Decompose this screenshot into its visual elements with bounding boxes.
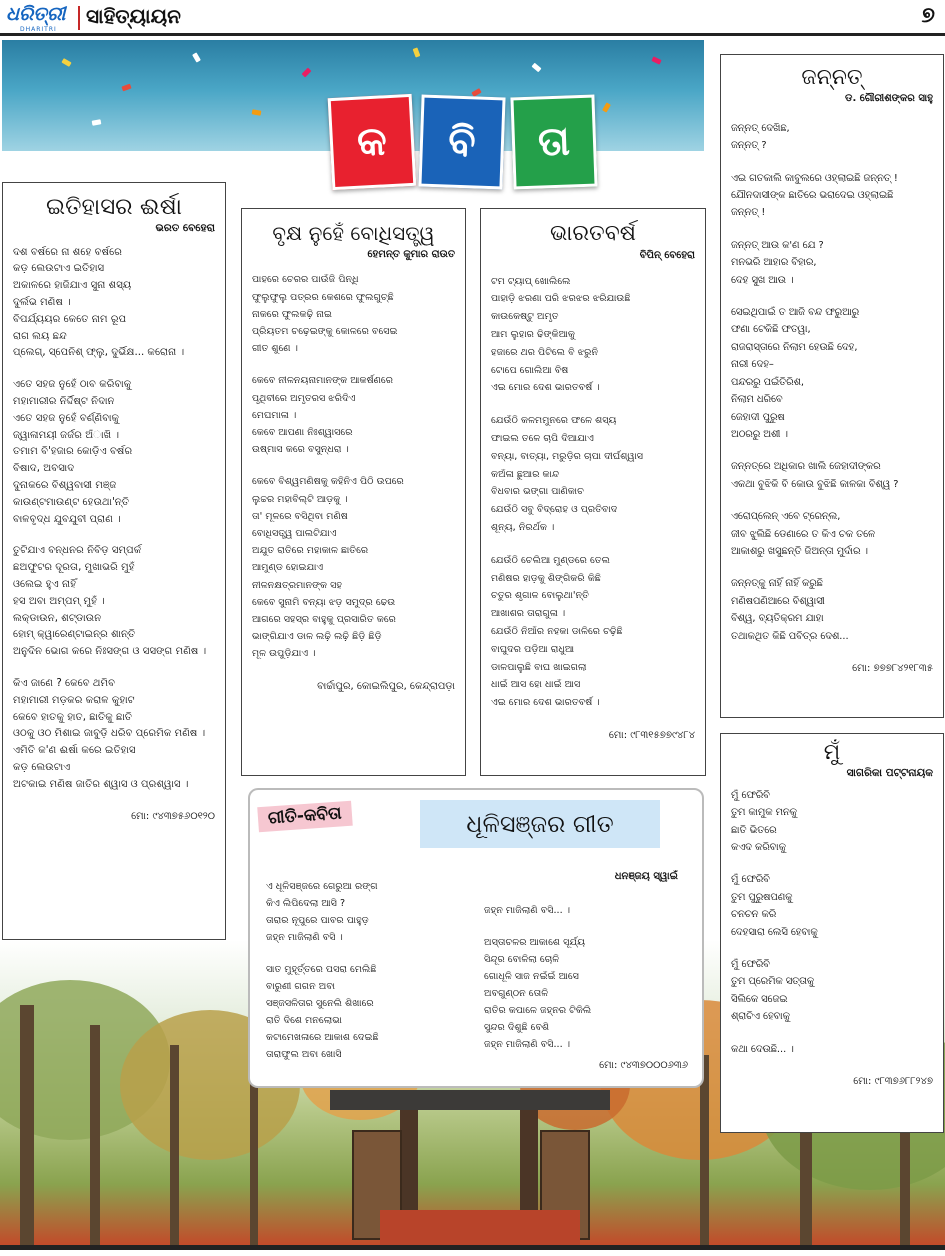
poem-line: କଡ଼ ଲେଉଟାଏ ଇତିହାସ <box>13 263 105 275</box>
poem-line: ସେଇଥିପାଇଁ ତ ଆଜି ବନ୍ଦ ଫରୁଆରୁ <box>731 307 859 319</box>
poem-line: ବାଳବୃଦ୍ଧ ଯୁବଯୁବୀ ପ୍ରାଣ । <box>13 513 121 525</box>
poem-title: ଧୂଳିସଞ୍ଜର ଗୀତ <box>420 800 660 848</box>
poem-line: ଓଲେଇ ହୁଏ ନାହିଁ <box>13 578 77 590</box>
poem-line: କେବେ ଆପଣା ନିଃଶ୍ୱାସରେ <box>252 427 353 439</box>
poem-line: କେବେ ହାତକୁ ହାତ, ଛାତିକୁ ଛାତି <box>13 711 133 723</box>
poem-line: ମୁଁ ଫେରିବି <box>731 959 770 971</box>
poem-line: ନୀଳନକ୍ଷତ୍ରମାନଙ୍କ ସହ <box>252 579 343 591</box>
poem-line: ପାହାଡ଼ି ଝରଣା ପରି ଝରଝର ଝରିଯାଉଛି <box>491 293 631 305</box>
poem-line: ଏଇ ଗତକାଲି କାବୁଲରେ ଓହ୍ଲାଇଛି ଜନ୍ନତ୍ ! <box>731 172 898 184</box>
poem-line: ମହାମାରୀର ନିର୍ଦ୍ଦିଷ୍ଟ ନିଦାନ <box>13 395 115 407</box>
poem-line: ତା' ମୂଳରେ ବସିଥିବା ମଣିଷ <box>252 510 348 522</box>
stanza <box>484 934 694 1053</box>
poem-line: ଏ ଧୂଳିସଞ୍ଜରେ ଗେରୁଆ ରଙ୍ଗ <box>266 881 378 892</box>
letter-ta: ତା <box>510 95 597 190</box>
poem-brukhya-nuhen-bodhisattwa <box>241 208 466 776</box>
poem-line: କଟାମେଖଳାରେ ଆକାଶ ଦେଇଛି <box>266 1032 379 1043</box>
letter-bi: ବି <box>418 95 505 190</box>
poem-line: ଜନ୍ନତ୍ ! <box>731 207 766 219</box>
poem-line: କେବେ ସୁନାମି ବନ୍ୟା ଝଡ଼ ସମୁଦ୍ର ଢେଉ <box>252 596 396 608</box>
poem-line: ଏକଥା ବୁଝିକି ବି କୋଉ ବୁଝିଛି କାଳକା ବିଶ୍ୱ ? <box>731 478 899 490</box>
poem-line: ଏତେ ସହଜ ନୁହେଁ ଠାବ କରିବାକୁ <box>13 379 132 391</box>
poem-line: କେବେ ନୀଳନୟନାମାନଙ୍କ ଆକର୍ଷଣରେ <box>252 375 394 387</box>
poem-line: ସୁନ୍ଦର ଦିଶୁଛି ବେଶି <box>484 1022 550 1033</box>
poem-line: ବିଷାଦ, ଅବସାଦ <box>13 463 75 475</box>
stanza <box>252 473 455 662</box>
poem-line: ନାକରେ ଫୁଲକଢ଼ି ନାଇ <box>252 308 332 320</box>
poem-line: ଜନ୍ନତ୍ ? <box>731 140 767 152</box>
poem-contact: ମୋ: ୯୪୩୭୫୬୦୧୨୦ <box>131 810 215 822</box>
poem-line: ବିଧବାର ଭଙ୍ଗା ପାଣିକାଚ <box>491 486 584 498</box>
poem-line: ତୁଟିଯାଏ ବନ୍ଧନର ନିବିଡ଼ ସମ୍ପର୍କ <box>13 545 142 557</box>
masthead-divider <box>78 6 80 30</box>
poem-author: ସାଗରିକା ପଟ୍ଟନାୟକ <box>846 767 933 780</box>
stanza <box>731 458 933 493</box>
poem-line: ଅଟକାଇ ମଣିଷ ଜାତିର ଶ୍ୱାସ ଓ ପ୍ରଶ୍ୱାସ । <box>13 778 189 790</box>
poem-line: ଆମୁଣ୍ଡ ହୋଇଯାଏ <box>252 562 324 574</box>
poem-line: ଅବଗୁଣ୍ଠନ ତୋଳି <box>484 988 549 999</box>
poem-line: ଅନୁଦିନ ଭୋଗ କରେ ନିଃସଙ୍ଗ ଓ ସସଙ୍ଗ ମଣିଷ । <box>13 646 207 658</box>
poem-author: ଭରତ ବେହେରା <box>155 221 215 234</box>
poem-line: ଅଯୁତ ରାତିରେ ମହାକାଳ ଛାତିରେ <box>252 545 369 557</box>
poem-line: ରାଜରାସ୍ତାରେ ନିଲାମ ହେଉଛି ଦେହ, <box>731 341 858 353</box>
poem-title: ବୃକ୍ଷ ନୁହେଁ ବୋଧିସତ୍ତ୍ୱ <box>272 221 435 245</box>
poem-line: ଦୁର୍ଲଭ ମଣିଷ । <box>13 296 71 308</box>
poem-title: ଇତିହାସର ଈର୍ଷା <box>46 194 182 220</box>
poem-line: ନାରୀ ଦେହ– <box>731 359 774 371</box>
poem-line: ଆଖାଶର ତାରାଗୁଳା । <box>491 608 566 620</box>
poem-body <box>491 273 695 712</box>
poem-line: ଲକ୍‌ଡାଉନ, ଶଟ୍‌ଡାଉନ <box>13 612 102 624</box>
stanza <box>731 508 933 560</box>
poem-line: ଜନ୍ନତ୍‌ରେ ଅଧିକାର ଖାଲି ଜେହାଦୀଙ୍କର <box>731 461 881 473</box>
poem-line: ଦଶ ବର୍ଷରେ ନା ଶହେ ବର୍ଷରେ <box>13 246 122 258</box>
stanza <box>731 120 933 155</box>
poem-line: ଓଠକୁ ଓଠ ମିଶାଇ ଜାବୁଡ଼ି ଧରିବ ପ୍ରେମିକ ମଣିଷ । <box>13 728 206 740</box>
poem-line: ଏଇ ମୋର ଦେଶ ଭାରତବର୍ଷ । <box>491 382 600 394</box>
poem-line: ଭାଙ୍ଗିଯାଏ ଡାଳ ଲଢ଼ି ଲଢ଼ି ଛିଡ଼ି ଛିଡ଼ି <box>252 631 382 643</box>
poem-line: ଆମ ଲୁହାର ଢିଙ୍କିଆକୁ <box>491 328 576 340</box>
poem-line: ସିନ୍ଦୂର ବୋଳିଲା ଚୋଳି <box>484 954 560 965</box>
poem-line: ସାତ ମୁହୂର୍ତ୍ତରେ ପସରା ମେଲିଛି <box>266 964 377 975</box>
poem-line: ଜହ୍ନ ମାଜିଲାଣି ବସି... । <box>484 1039 571 1050</box>
poem-line: ତାରାଫୁଲ ଅବା ଖୋସି <box>266 1049 342 1060</box>
stanza <box>731 956 933 1026</box>
poem-body <box>731 787 933 1058</box>
poem-author: ଧନଞ୍ଜୟ ସ୍ୱାଇଁ <box>614 871 678 882</box>
poem-line: ଏତେ ସହଜ ନୁହେଁ ବର୍ଣ୍ଣିବାକୁ <box>13 412 120 424</box>
poem-line: ଶ୍ରାଚିଏ ହେବାକୁ <box>731 1011 790 1023</box>
poem-line: ପ୍ରିୟତମ ଚଢ଼େଇଙ୍କୁ କୋଳରେ ବସେଇ <box>252 326 398 338</box>
poem-line: ଲୁଚ୍ଚର ମହାବିଲ୍ଟି ଆଡ଼କୁ । <box>252 493 348 505</box>
poem-line: ଜ୍ୱାଳାମୟୀ ଜର୍ଜର ଅଁାଖି । <box>13 429 120 441</box>
poem-line: କିଏ ଲିପିଦେଲା ଆସି ? <box>266 898 346 909</box>
poem-line: ବୋଧିସତ୍ତ୍ୱ ପାଲଟିଯାଏ <box>252 528 337 540</box>
poem-line: ଦେହ ସୁଖ ଆଉ । <box>731 274 794 286</box>
poem-ithihasara-irsha <box>2 182 226 940</box>
poem-line: ଚନଚନ କରି <box>731 909 777 921</box>
poem-line: ଟୋପେ ଗୋଲିଆ ବିଷ <box>491 364 569 376</box>
geeti-kabita-tag: ଗୀତି-କବିତା <box>257 801 352 832</box>
poem-line: ପ୍ଲେଗ୍, ସ୍ପେନିଶ୍ ଫ୍ଲୁ, ଦୁର୍ଭିକ୍ଷ... କରୋନା । <box>13 347 185 359</box>
poem-line: ଚତୁର ଶୃଗାଳ ବୋଲୁଥା'ନ୍ତି <box>491 590 589 602</box>
poem-bharatabarsha <box>480 208 706 776</box>
poem-line: ରାତିର କପାଳେ ଜହ୍ନର ଟିକିଲି <box>484 1005 592 1016</box>
poem-line: ଏମିତି କ'ଣ ଈର୍ଷା କରେ ଇତିହାସ <box>13 745 136 757</box>
poem-line: ଯେଉଁଠି କଳମମୁନରେ ଫଳେ ଶସ୍ୟ <box>491 415 617 427</box>
letter-ka: କ <box>328 94 417 190</box>
poem-line: ଜନ୍ନତ୍‌କୁ ନାହିଁ ନାହିଁ କରୁଛି <box>731 578 823 590</box>
poem-line: ମନଭରି ଆହାର ବିହାର, <box>731 257 817 269</box>
poem-line: ବିଶ୍ୱ, ବ୍ୟତିକ୍ରମ ଯାହା <box>731 613 824 625</box>
poem-line: ଜନ୍ନତ୍ ଦେଖିଛ, <box>731 122 790 134</box>
poem-line: ଫୁଲୁଫୁଲୁ ପତ୍ରର କେଶରେ ଫୁଲଗୁଚ୍ଛି <box>252 291 394 303</box>
poem-line: ମୁଁ ଫେରିବି <box>731 789 770 801</box>
poem-line: ଏରୋପ୍ଲେନ୍ ଏବେ ଟ୍ରେନ୍‌ଲ, <box>731 511 841 523</box>
poem-line: ପୃଥିବୀରେ ଅମୃତରସ ଝରିଦିଏ <box>252 392 356 404</box>
poem-contact: ମୋ: ୯୮୩୧୫୭୭୯୪୮୪ <box>608 729 695 741</box>
poem-line: ତୁମ ପ୍ରେମିକ ସତ୍ତାକୁ <box>731 976 815 988</box>
poem-line: ବାରୁଣୀ ଗଗନ ଅବା <box>266 981 336 992</box>
poem-line: ତୁମ ପୁରୁଷପଣକୁ <box>731 891 793 903</box>
poem-line: ମଣିଷପଣିଆରେ ବିଶ୍ୱାସୀ <box>731 595 825 607</box>
poem-line: ଛଅଫୁଟର ଦୂରତା, ମୁଖାଭରି ମୁହଁ <box>13 562 135 574</box>
stanza <box>491 273 695 398</box>
poem-line: ଟମ ଟ୍ୟାପ୍ ଖୋଲିଲେ <box>491 275 571 287</box>
poem-line: ବାଘୁଦର ପଡ଼ିଆ ରାଧୁଆ <box>491 643 575 655</box>
stanza <box>731 787 933 857</box>
poem-author: ବିପିନ୍ ବେହେରା <box>639 249 695 261</box>
poem-line: ସିଲିକେ ସଜେଇ <box>731 993 788 1005</box>
masthead <box>0 0 945 36</box>
poem-line: ମେଘମାଳା । <box>252 409 297 421</box>
poem-line: ଶୂନ୍ୟ, ନିରର୍ଥକ । <box>491 521 555 533</box>
stanza <box>13 676 215 794</box>
stanza <box>491 552 695 712</box>
poem-line: ଡାଳପାଲୁଛି ବାଘ ଖାଇଗଲା <box>491 661 587 673</box>
poem-line: ହୋମ୍ କ୍ୱାରେଣ୍ଟାଇନ୍‌ର ଶାନ୍ତି <box>13 629 136 641</box>
poem-line: କଥା ଦେଉଛି... । <box>731 1043 794 1055</box>
poem-line: ହସ ଅବା ଅମ୍ପମ୍ ମୁହଁ । <box>13 595 105 607</box>
poem-line: ଯୌନଦାସୀଙ୍କ ଛାତିରେ ଭରାଦେଇ ଓହ୍ଲାଇଛି <box>731 190 894 202</box>
stanza <box>491 412 695 537</box>
poem-line: ସଞ୍ଜସଳିତାର ସୁନେଲି ଶିଖାରେ <box>266 998 374 1009</box>
poem-line: ଏଇ ମୋର ଦେଶ ଭାରତବର୍ଷ । <box>491 697 600 709</box>
poem-author: ହେମନ୍ତ କୁମାର ରାଉତ <box>367 249 455 261</box>
poem-line: ଯେଉଁଠି ନିଆଁର ନହକା ଡାଳିରେ ଚଢ଼ିଛି <box>491 625 623 637</box>
poem-line: ଫଣା ଟେକିଛି ଫତୱା, <box>731 324 811 336</box>
brand-sub: DHARITRI <box>20 26 57 33</box>
poem-line: ଜେହାଦୀ ପୁରୁଷ <box>731 411 785 423</box>
poem-line: ହଜାରେ ଥର ପିଟିଲେ ବି ଝରୁନି <box>491 346 599 358</box>
stanza <box>731 1041 933 1058</box>
poem-title: ଭାରତବର୍ଷ <box>550 221 636 246</box>
stanza <box>731 304 933 443</box>
poem-line: ପନ୍ଦରରୁ ପଇଁତିରିଶ, <box>731 376 804 388</box>
poem-line: କିଏ ଜାଣେ ? କେବେ ଥମିବ <box>13 677 116 689</box>
poem-line: ଗୀତ ଶୁଣେ । <box>252 343 298 355</box>
poem-line: ତଥାକଥିତ କିଛି ପବିତ୍ର ଦେଶ... <box>731 630 849 642</box>
poem-line: ଅଠରରୁ ଅଶୀ । <box>731 428 788 440</box>
poem-title: ଜନ୍ନତ୍ <box>801 65 863 90</box>
poem-line: ନିଲାମ ଧରିବେ <box>731 394 783 406</box>
stanza <box>731 575 933 645</box>
stanza <box>731 237 933 289</box>
stanza <box>731 871 933 941</box>
poem-line: ରାଗ ଲୟ ଛନ୍ଦ <box>13 330 67 342</box>
poem-line: ତାରାର ନୂପୁରେ ପାବର ପାହୁଡ଼ <box>266 915 369 926</box>
stanza <box>13 377 215 528</box>
poem-line: ମୂଳ ଉପୁଡ଼ିଯାଏ । <box>252 648 316 660</box>
poem-line: ତମାମ ବି'ହଜାର କୋଡ଼ିଏ ବର୍ଷର <box>13 446 133 458</box>
stanza <box>13 245 215 363</box>
poem-line: କଏଦ କରିବାକୁ <box>731 842 786 854</box>
section-name: ସାହିତ୍ୟାୟନ <box>86 4 181 28</box>
poem-line: କାଉଣ୍ଟମାଉଣ୍ଟ ହେଉଥା'ନ୍ତି <box>13 496 130 508</box>
poem-line: କାଉକେଷ୍ଟୁ ଅମୃତ <box>491 311 559 323</box>
poem-line: ମଣିଷର ହାଡ଼କୁ ଶିଙ୍ଗିକରି କିଛି <box>491 572 601 584</box>
poem-line: ଉଷ୍ମାସ କରେ ବସୁନ୍ଧରା । <box>252 444 349 456</box>
brand-logo: ଧରିତ୍ରୀ <box>6 3 66 25</box>
stanza <box>266 878 476 946</box>
poem-line: ଗୋଧୂଳି ସାଜ ନଇଁଇଁ ଆସେ <box>484 971 579 982</box>
poem-jannat <box>720 54 944 718</box>
poem-line: ମୁଁ ଫେରିବି <box>731 874 770 886</box>
poem-line: ଛାତି ଭିତରେ <box>731 824 777 836</box>
kabita-letters <box>330 96 590 192</box>
poem-place: ବାର୍ଚ୍ଚାପୁର, କୋଇଲିପୁର, କେନ୍ଦ୍ରାପଡ଼ା <box>317 680 455 692</box>
poem-line: କେବେ ବିଶ୍ୱମଣିଷକୁ କହିନିଏ ପିଠି ଉପରେ <box>252 476 404 488</box>
poem-line: ଜନ୍ନତ୍ ଆଉ କ'ଣ ଯେ ? <box>731 239 824 251</box>
poem-body-left <box>266 878 476 1078</box>
poem-line: ତୁମ କାମୁକ ମନକୁ <box>731 807 797 819</box>
poem-body <box>252 271 455 662</box>
poem-line: ଅସ୍ତାଚଳର ଆକାଶେ ସୂର୍ଯ୍ୟ <box>484 937 586 948</box>
bottom-rule <box>0 1245 945 1250</box>
stanza <box>484 902 694 919</box>
page-number: ୭ <box>921 3 935 28</box>
poem-author: ଡ. ଗୌରୀଶଙ୍କର ସାହୁ <box>845 93 933 105</box>
poem-line: ବିପର୍ଯ୍ୟୟର କେତେ ନାମ ରୂପ <box>13 313 127 325</box>
poem-line: ମହାମାରୀ ମଡ଼କର କରାଳ କୁହାଟ <box>13 694 135 706</box>
poem-line: ରାତି ଦିଶେ ମନଲୋଭା <box>266 1015 342 1026</box>
stanza <box>252 271 455 357</box>
poem-line: କଅଁଳା ଛୁଆର କାନ୍ଦ <box>491 468 560 480</box>
poem-body <box>731 120 933 645</box>
poem-line: ଯେଉଁଠି ଚେଲିଆ ମୁଣ୍ଡରେ ତେଲ <box>491 554 610 566</box>
poem-dhulisanjara-geeta <box>248 788 704 1088</box>
poem-contact: ମୋ: ୯୪୩୭୦୦୦୬୩୬ <box>599 1060 688 1071</box>
poem-line: କଡ଼ ଲେଉଟାଏ <box>13 761 71 773</box>
poem-line: ଧାଇଁ ଆସ ହୋ ଧାଇଁ ଆସ <box>491 679 581 691</box>
poem-line: ଅକାଳରେ ହାଜିଯାଏ ସୁନା ଶସ୍ୟ <box>13 280 132 292</box>
poem-line: ବନ୍ୟା, ବାତ୍ୟା, ମରୁଡ଼ିର ଚାପା ଦୀର୍ଘଶ୍ୱାସ <box>491 450 644 462</box>
poem-title: ମୁଁ <box>823 740 841 765</box>
poem-line: ଜୀବ ଝୁଲିଛି ଡେଣାରେ ତ କିଏ ଚକ ତଳେ <box>731 528 876 540</box>
poem-line: ପାହରେ ଚେରର ପାଉଁଜି ପିନ୍ଧି <box>252 274 359 286</box>
poem-body-right <box>484 902 694 1068</box>
poem-line: ଆଗରେ ସହସ୍ର ବାହୁକୁ ପ୍ରସାରିତ କରେ <box>252 614 396 626</box>
poem-line: ଦୁନାକରେ ବିଶ୍ୱବାସୀ ମଞ୍ଜ <box>13 479 117 491</box>
poem-line: ଯେଉଁଠି ସବୁ ବିଦ୍ରୋହ ଓ ପ୍ରତିବାଦ <box>491 504 618 516</box>
poem-line: ଜହ୍ନ ମାଜିଲାଣି ବସି... । <box>484 905 571 916</box>
poem-line: ଦେହସାରା ଲେସି ହେବାକୁ <box>731 926 818 938</box>
poem-contact: ମୋ: ୯୮୩୭୬୮୮୨୪୭ <box>853 1076 933 1088</box>
poem-contact: ମୋ: ୭୭୭୮୪୨୧୮୩୫ <box>852 662 933 674</box>
stanza <box>252 372 455 458</box>
poem-line: ଫାଇଲ ତଳେ ଚାପି ଦିଆଯାଏ <box>491 432 594 444</box>
poem-body <box>13 245 215 794</box>
stanza <box>266 961 476 1063</box>
poem-line: ଆକାଶରୁ ଖସୁଛନ୍ତି ଜିଅନ୍ତା ମୁର୍ଦାର । <box>731 545 868 557</box>
poem-mun <box>720 733 944 1133</box>
poem-line: ଜହ୍ନ ମାଜିଲାଣି ବସି । <box>266 932 343 943</box>
stanza <box>731 170 933 222</box>
stanza <box>13 543 215 661</box>
